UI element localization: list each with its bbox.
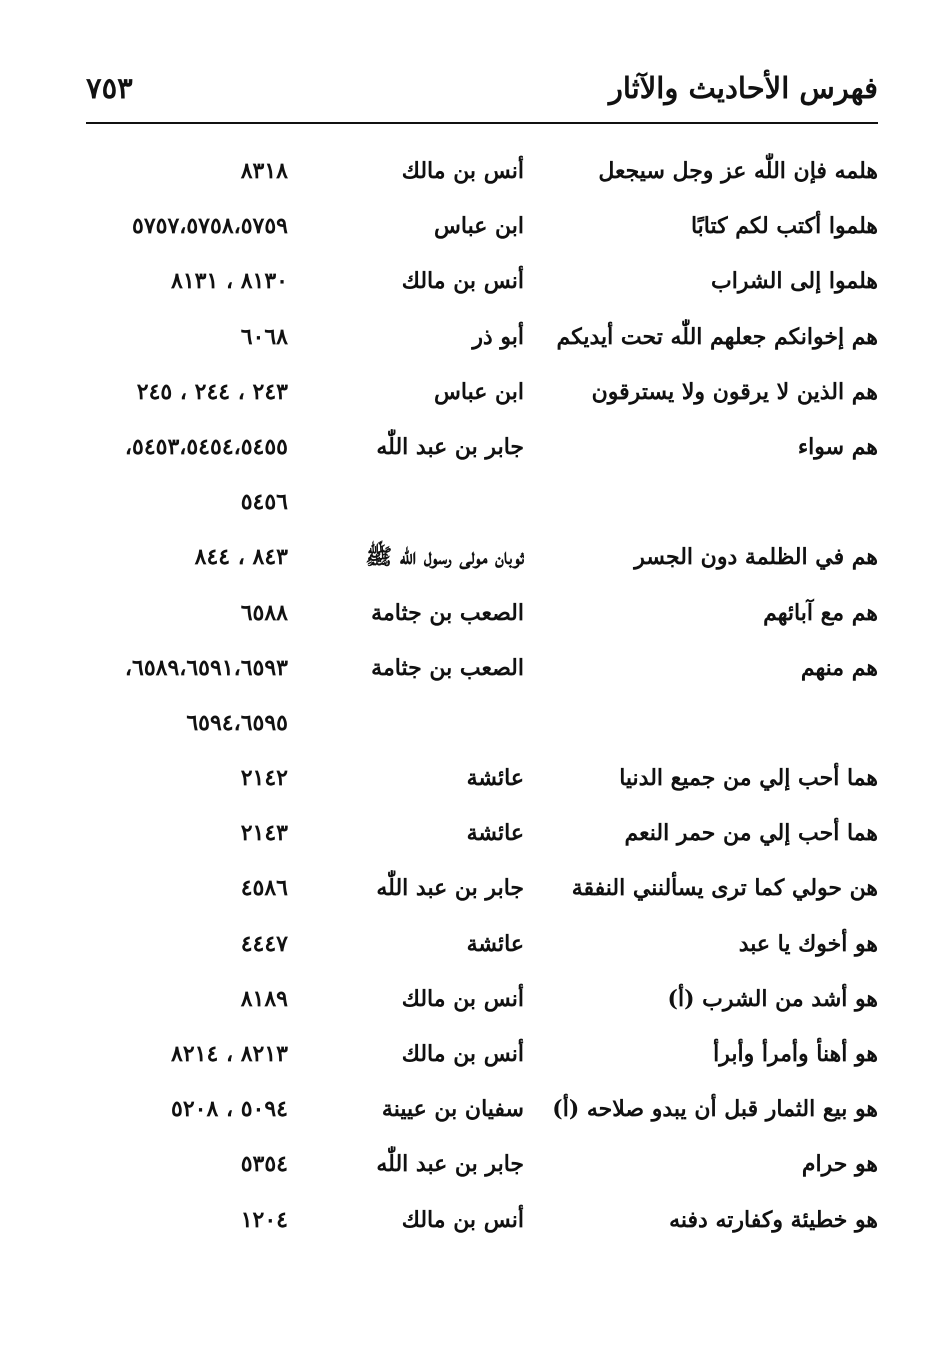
hadith-text: هم سواء <box>797 433 878 460</box>
reference-numbers: ٥٠٩٤ ، ٥٢٠٨ <box>171 1096 288 1123</box>
narrator-name: أنس بن مالك <box>401 268 524 295</box>
narrator-name: أنس بن مالك <box>401 1206 524 1233</box>
reference-numbers: ٨١٣٠ ، ٨١٣١ <box>171 268 288 295</box>
reference-numbers: ٢١٤٣ <box>240 820 288 847</box>
index-row <box>86 751 878 806</box>
hadith-text: هم منهم <box>800 654 878 681</box>
reference-numbers: ٥٧٥٧،٥٧٥٨،٥٧٥٩ <box>132 213 288 240</box>
index-row <box>86 420 878 475</box>
index-row <box>86 972 878 1027</box>
index-row <box>86 199 878 254</box>
index-row <box>86 861 878 916</box>
narrator-name: ابن عباس <box>434 378 524 405</box>
hadith-text: هو خطيئة وكفارته دفنه <box>669 1206 878 1233</box>
index-row <box>86 365 878 420</box>
hadith-text: هلموا إلى الشراب <box>711 268 878 295</box>
hadith-text: هما أحب إلي من جميع الدنيا <box>619 765 878 792</box>
reference-numbers: ١٢٠٤ <box>240 1206 288 1233</box>
index-row <box>86 586 878 641</box>
reference-numbers: ٥٤٥٦ <box>240 489 288 516</box>
narrator-name: أنس بن مالك <box>401 985 524 1012</box>
hadith-text: هو أهنأ وأمرأ وأبرأ <box>713 1041 878 1067</box>
page-header <box>86 66 878 116</box>
narrator-name: جابر بن عبد اللّٰه <box>376 875 524 902</box>
reference-numbers: ٢١٤٢ <box>240 765 288 792</box>
hadith-text: هو أخوك يا عبد <box>738 930 878 957</box>
reference-numbers: ٤٤٤٧ <box>240 930 288 957</box>
index-row <box>86 254 878 309</box>
index-row <box>86 696 878 751</box>
index-row <box>86 1082 878 1137</box>
reference-numbers: ٨١٨٩ <box>240 985 288 1012</box>
reference-numbers: ٥٤٥٣،٥٤٥٤،٥٤٥٥، <box>124 433 288 460</box>
narrator-name: عائشة <box>466 820 524 847</box>
index-row <box>86 310 878 365</box>
narrator-name: ابن عباس <box>434 213 524 240</box>
narrator-name: عائشة <box>466 765 524 792</box>
narrator-name: الصعب بن جثامة <box>371 654 524 681</box>
narrator-name: جابر بن عبد اللّٰه <box>376 1151 524 1178</box>
narrator-name: أنس بن مالك <box>401 158 524 184</box>
reference-numbers: ٦٥٨٨ <box>240 599 288 626</box>
reference-numbers: ٥٣٥٤ <box>240 1151 288 1178</box>
reference-numbers: ٤٥٨٦ <box>240 875 288 902</box>
header-rule <box>86 122 878 124</box>
index-row <box>86 144 878 199</box>
hadith-text: هو حرام <box>801 1151 878 1178</box>
index-list <box>86 144 878 1248</box>
narrator-name: سفيان بن عيينة <box>381 1096 524 1123</box>
narrator-name: جابر بن عبد اللّٰه <box>376 433 524 460</box>
hadith-text: هلموا أكتب لكم كتابًا <box>690 213 878 240</box>
hadith-text: هو أشد من الشرب (أ) <box>667 985 878 1012</box>
index-row <box>86 475 878 530</box>
hadith-text: هما أحب إلي من حمر النعم <box>624 820 878 847</box>
index-row <box>86 641 878 696</box>
reference-numbers: ٨٢١٣ ، ٨٢١٤ <box>171 1041 288 1067</box>
page-title: فهرس الأحاديث والآثار <box>608 71 878 105</box>
hadith-text: هن حولي كما ترى يسألنني النفقة <box>571 875 878 902</box>
reference-numbers: ٨٤٣ ، ٨٤٤ <box>194 544 288 571</box>
hadith-text: هلمه فإن اللّٰه عز وجل سيجعل <box>598 158 878 184</box>
index-row <box>86 1137 878 1192</box>
reference-numbers: ٦٥٨٩،٦٥٩١،٦٥٩٣، <box>124 654 288 681</box>
page-number: ٧٥٣ <box>86 71 133 105</box>
hadith-text: هم الذين لا يرقون ولا يسترقون <box>591 378 878 405</box>
index-row <box>86 917 878 972</box>
reference-numbers: ٨٣١٨ <box>240 158 288 184</box>
hadith-text: هم مع آبائهم <box>763 599 878 626</box>
reference-numbers: ٦٠٦٨ <box>240 323 288 350</box>
narrator-name: الصعب بن جثامة <box>371 599 524 626</box>
narrator-name: أنس بن مالك <box>401 1041 524 1067</box>
index-row <box>86 1027 878 1082</box>
index-row <box>86 530 878 585</box>
narrator-name: أبو ذر <box>472 323 524 350</box>
hadith-text: هو بيع الثمار قبل أن يبدو صلاحه (أ) <box>552 1096 878 1123</box>
narrator-name: عائشة <box>466 930 524 957</box>
hadith-text: هم إخوانكم جعلهم اللّٰه تحت أيديكم <box>556 323 878 350</box>
narrator-name: ثوبان مولى رسول اللّٰه ﷺ <box>365 544 524 571</box>
reference-numbers: ٦٥٩٤،٦٥٩٥ <box>186 709 288 736</box>
hadith-text: هم في الظلمة دون الجسر <box>634 544 878 571</box>
index-row <box>86 1193 878 1248</box>
reference-numbers: ٢٤٣ ، ٢٤٤ ، ٢٤٥ <box>136 378 288 405</box>
index-row <box>86 806 878 861</box>
